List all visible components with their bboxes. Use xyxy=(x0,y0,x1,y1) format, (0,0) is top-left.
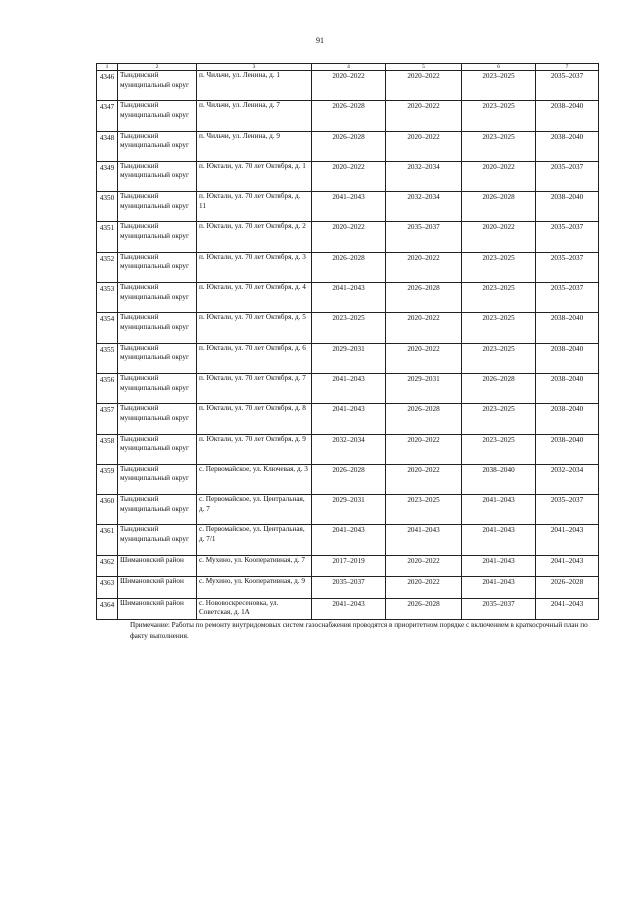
period-col6-cell: 2023–2025 xyxy=(462,343,536,373)
period-col5-cell: 2041–2043 xyxy=(386,525,462,555)
period-col6-cell: 2026–2028 xyxy=(462,192,536,222)
address-cell: п. Юктали, ул. 70 лет Октября, д. 3 xyxy=(197,252,312,282)
table-row xyxy=(97,598,599,620)
period-col6-cell: 2023–2025 xyxy=(462,71,536,101)
period-col5-cell: 2029–2031 xyxy=(386,373,462,403)
row-number: 4363 xyxy=(97,577,118,599)
period-col5-cell: 2032–2034 xyxy=(386,192,462,222)
address-cell: п. Юктали, ул. 70 лет Октября, д. 2 xyxy=(197,222,312,252)
period-col7-cell: 2041–2043 xyxy=(536,598,599,620)
page-number: 91 xyxy=(316,36,324,45)
row-number: 4346 xyxy=(97,71,118,101)
period-col4-cell: 2026–2028 xyxy=(312,131,386,161)
period-col5-cell: 2020–2022 xyxy=(386,313,462,343)
period-col6-cell: 2023–2025 xyxy=(462,131,536,161)
row-number: 4356 xyxy=(97,373,118,403)
row-number: 4359 xyxy=(97,464,118,494)
period-col5-cell: 2026–2028 xyxy=(386,404,462,434)
address-cell: п. Юктали, ул. 70 лет Октября, д. 5 xyxy=(197,313,312,343)
column-number-row xyxy=(97,64,599,71)
address-cell: п. Чильчи, ул. Ленина, д. 7 xyxy=(197,101,312,131)
period-col7-cell: 2038–2040 xyxy=(536,313,599,343)
row-number: 4358 xyxy=(97,434,118,464)
period-col5-cell: 2026–2028 xyxy=(386,283,462,313)
address-cell: с. Мухино, ул. Кооперативная, д. 9 xyxy=(197,577,312,599)
period-col7-cell: 2038–2040 xyxy=(536,373,599,403)
row-number: 4361 xyxy=(97,525,118,555)
period-col4-cell: 2026–2028 xyxy=(312,464,386,494)
period-col5-cell: 2035–2037 xyxy=(386,222,462,252)
row-number: 4350 xyxy=(97,192,118,222)
period-col5-cell: 2020–2022 xyxy=(386,252,462,282)
period-col7-cell: 2026–2028 xyxy=(536,577,599,599)
row-number: 4355 xyxy=(97,343,118,373)
district-cell: Шимановский район xyxy=(118,598,197,620)
district-cell: Тындинский муниципальный округ xyxy=(118,161,197,191)
period-col7-cell: 2038–2040 xyxy=(536,131,599,161)
period-col5-cell: 2032–2034 xyxy=(386,161,462,191)
row-number: 4362 xyxy=(97,555,118,577)
address-cell: п. Юктали, ул. 70 лет Октября, д. 6 xyxy=(197,343,312,373)
period-col6-cell: 2041–2043 xyxy=(462,577,536,599)
address-cell: п. Юктали, ул. 70 лет Октября, д. 8 xyxy=(197,404,312,434)
district-cell: Тындинский муниципальный округ xyxy=(118,525,197,555)
district-cell: Тындинский муниципальный округ xyxy=(118,464,197,494)
address-cell: с. Первомайское, ул. Центральная, д. 7 xyxy=(197,495,312,525)
period-col7-cell: 2035–2037 xyxy=(536,161,599,191)
period-col7-cell: 2038–2040 xyxy=(536,404,599,434)
district-cell: Тындинский муниципальный округ xyxy=(118,434,197,464)
period-col6-cell: 2023–2025 xyxy=(462,313,536,343)
period-col6-cell: 2041–2043 xyxy=(462,525,536,555)
row-number: 4347 xyxy=(97,101,118,131)
district-cell: Тындинский муниципальный округ xyxy=(118,222,197,252)
column-header: 3 xyxy=(197,64,312,71)
period-col6-cell: 2020–2022 xyxy=(462,222,536,252)
period-col7-cell: 2035–2037 xyxy=(536,283,599,313)
table-row xyxy=(97,222,599,252)
period-col4-cell: 2026–2028 xyxy=(312,252,386,282)
period-col6-cell: 2026–2028 xyxy=(462,373,536,403)
row-number: 4360 xyxy=(97,495,118,525)
period-col4-cell: 2026–2028 xyxy=(312,101,386,131)
table-row xyxy=(97,555,599,577)
period-col7-cell: 2035–2037 xyxy=(536,71,599,101)
address-cell: п. Юктали, ул. 70 лет Октября, д. 11 xyxy=(197,192,312,222)
table-row xyxy=(97,373,599,403)
period-col7-cell: 2035–2037 xyxy=(536,222,599,252)
period-col6-cell: 2023–2025 xyxy=(462,283,536,313)
period-col7-cell: 2035–2037 xyxy=(536,495,599,525)
period-col6-cell: 2023–2025 xyxy=(462,404,536,434)
address-cell: п. Юктали, ул. 70 лет Октября, д. 1 xyxy=(197,161,312,191)
period-col5-cell: 2020–2022 xyxy=(386,131,462,161)
address-cell: п. Чильчи, ул. Ленина, д. 9 xyxy=(197,131,312,161)
period-col6-cell: 2041–2043 xyxy=(462,555,536,577)
district-cell: Тындинский муниципальный округ xyxy=(118,404,197,434)
period-col7-cell: 2032–2034 xyxy=(536,464,599,494)
period-col4-cell: 2041–2043 xyxy=(312,404,386,434)
table-row xyxy=(97,495,599,525)
period-col4-cell: 2029–2031 xyxy=(312,495,386,525)
column-header: 2 xyxy=(118,64,197,71)
district-cell: Шимановский район xyxy=(118,577,197,599)
period-col5-cell: 2020–2022 xyxy=(386,577,462,599)
table-row xyxy=(97,283,599,313)
table-row xyxy=(97,577,599,599)
district-cell: Тындинский муниципальный округ xyxy=(118,313,197,343)
district-cell: Тындинский муниципальный округ xyxy=(118,495,197,525)
table-row xyxy=(97,313,599,343)
district-cell: Тындинский муниципальный округ xyxy=(118,192,197,222)
table-row xyxy=(97,71,599,101)
period-col6-cell: 2023–2025 xyxy=(462,434,536,464)
period-col5-cell: 2020–2022 xyxy=(386,343,462,373)
period-col6-cell: 2020–2022 xyxy=(462,161,536,191)
period-col5-cell: 2020–2022 xyxy=(386,71,462,101)
schedule-table xyxy=(96,63,599,620)
period-col5-cell: 2020–2022 xyxy=(386,555,462,577)
address-cell: с. Первомайское, ул. Ключевая, д. 3 xyxy=(197,464,312,494)
district-cell: Тындинский муниципальный округ xyxy=(118,252,197,282)
column-header: 5 xyxy=(386,64,462,71)
district-cell: Тындинский муниципальный округ xyxy=(118,131,197,161)
period-col4-cell: 2041–2043 xyxy=(312,598,386,620)
address-cell: с. Нововоскресеновка, ул. Советская, д. 1А xyxy=(197,598,312,620)
table-row xyxy=(97,404,599,434)
district-cell: Тындинский муниципальный округ xyxy=(118,101,197,131)
period-col7-cell: 2038–2040 xyxy=(536,343,599,373)
period-col5-cell: 2020–2022 xyxy=(386,101,462,131)
period-col7-cell: 2035–2037 xyxy=(536,252,599,282)
district-cell: Шимановский район xyxy=(118,555,197,577)
period-col4-cell: 2041–2043 xyxy=(312,525,386,555)
period-col5-cell: 2023–2025 xyxy=(386,495,462,525)
period-col5-cell: 2020–2022 xyxy=(386,464,462,494)
period-col6-cell: 2035–2037 xyxy=(462,598,536,620)
period-col7-cell: 2038–2040 xyxy=(536,101,599,131)
row-number: 4349 xyxy=(97,161,118,191)
period-col4-cell: 2032–2034 xyxy=(312,434,386,464)
table-row xyxy=(97,464,599,494)
district-cell: Тындинский муниципальный округ xyxy=(118,373,197,403)
address-cell: с. Первомайское, ул. Центральная, д. 7/1 xyxy=(197,525,312,555)
row-number: 4357 xyxy=(97,404,118,434)
table-row xyxy=(97,101,599,131)
table-row xyxy=(97,131,599,161)
table-row xyxy=(97,343,599,373)
address-cell: п. Юктали, ул. 70 лет Октября, д. 7 xyxy=(197,373,312,403)
period-col7-cell: 2041–2043 xyxy=(536,525,599,555)
period-col5-cell: 2020–2022 xyxy=(386,434,462,464)
period-col6-cell: 2041–2043 xyxy=(462,495,536,525)
period-col4-cell: 2041–2043 xyxy=(312,373,386,403)
period-col4-cell: 2020–2022 xyxy=(312,71,386,101)
period-col7-cell: 2041–2043 xyxy=(536,555,599,577)
period-col5-cell: 2026–2028 xyxy=(386,598,462,620)
row-number: 4354 xyxy=(97,313,118,343)
period-col4-cell: 2041–2043 xyxy=(312,283,386,313)
table-row xyxy=(97,525,599,555)
address-cell: п. Юктали, ул. 70 лет Октября, д. 4 xyxy=(197,283,312,313)
table-row xyxy=(97,161,599,191)
row-number: 4364 xyxy=(97,598,118,620)
district-cell: Тындинский муниципальный округ xyxy=(118,283,197,313)
period-col4-cell: 2017–2019 xyxy=(312,555,386,577)
period-col7-cell: 2038–2040 xyxy=(536,434,599,464)
row-number: 4351 xyxy=(97,222,118,252)
row-number: 4352 xyxy=(97,252,118,282)
period-col6-cell: 2038–2040 xyxy=(462,464,536,494)
period-col4-cell: 2035–2037 xyxy=(312,577,386,599)
row-number: 4348 xyxy=(97,131,118,161)
period-col4-cell: 2020–2022 xyxy=(312,161,386,191)
district-cell: Тындинский муниципальный округ xyxy=(118,343,197,373)
district-cell: Тындинский муниципальный округ xyxy=(118,71,197,101)
period-col4-cell: 2029–2031 xyxy=(312,343,386,373)
row-number: 4353 xyxy=(97,283,118,313)
table-row xyxy=(97,192,599,222)
period-col4-cell: 2023–2025 xyxy=(312,313,386,343)
period-col4-cell: 2041–2043 xyxy=(312,192,386,222)
period-col4-cell: 2020–2022 xyxy=(312,222,386,252)
address-cell: п. Юктали, ул. 70 лет Октября, д. 9 xyxy=(197,434,312,464)
address-cell: п. Чильчи, ул. Ленина, д. 1 xyxy=(197,71,312,101)
period-col7-cell: 2038–2040 xyxy=(536,192,599,222)
footnote: Примечание: Работы по ремонту внутридомовых систем газоснабжения проводятся в приоритетном порядке с включением в краткосрочный план по факту выполнения. xyxy=(130,621,588,640)
period-col6-cell: 2023–2025 xyxy=(462,252,536,282)
column-header: 7 xyxy=(536,64,599,71)
period-col6-cell: 2023–2025 xyxy=(462,101,536,131)
column-header: 4 xyxy=(312,64,386,71)
address-cell: с. Мухино, ул. Кооперативная, д. 7 xyxy=(197,555,312,577)
column-header: 1 xyxy=(97,64,118,71)
table-row xyxy=(97,434,599,464)
column-header: 6 xyxy=(462,64,536,71)
table-row xyxy=(97,252,599,282)
